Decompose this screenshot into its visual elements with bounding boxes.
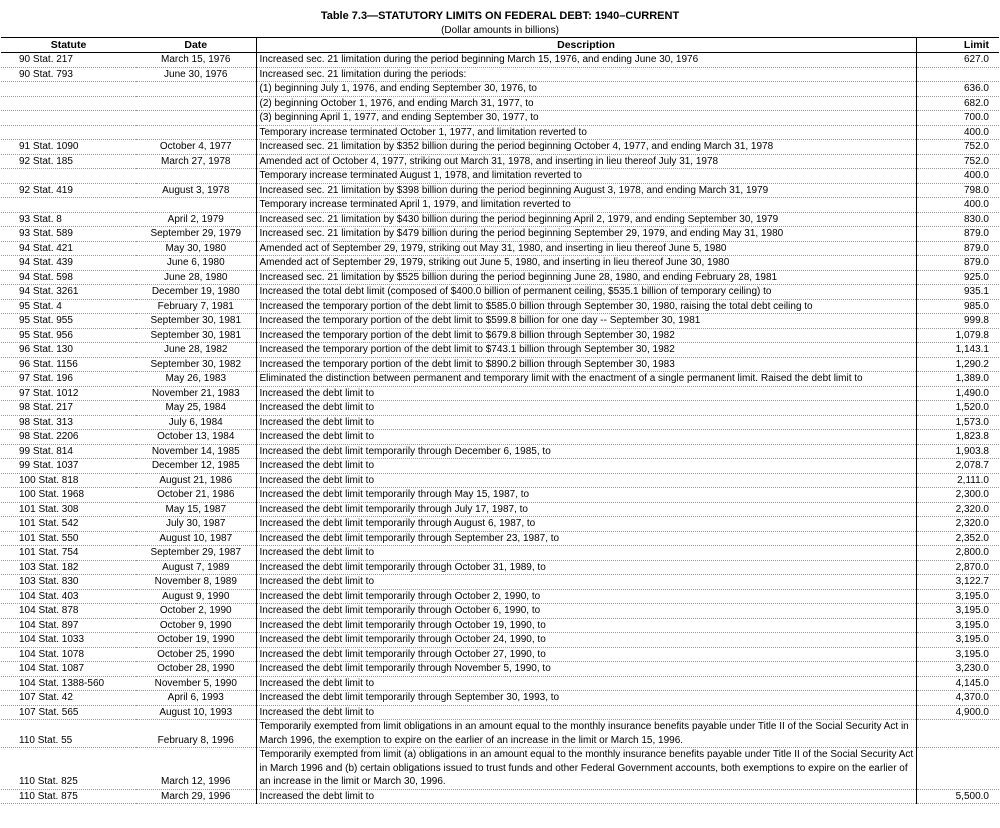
limit-cell	[916, 67, 999, 82]
table-row	[1, 531, 999, 546]
description-cell: Temporary increase terminated October 1, 1977, and limitation reverted to	[256, 125, 916, 140]
limit-cell: 636.0	[916, 82, 999, 97]
limit-cell: 2,320.0	[916, 517, 999, 532]
description-cell: Increased the debt limit to	[256, 546, 916, 561]
statute-cell: 91 Stat. 1090	[1, 140, 136, 155]
limit-cell	[916, 748, 999, 790]
date-cell: June 28, 1982	[136, 343, 256, 358]
statute-cell: 107 Stat. 565	[1, 705, 136, 720]
statute-cell	[1, 96, 136, 111]
table-row	[1, 154, 999, 169]
table-row	[1, 299, 999, 314]
table-row	[1, 198, 999, 213]
description-cell: Eliminated the distinction between permanent and temporary limit with the enactment of a single permanent limit. Raised the debt limit to	[256, 372, 916, 387]
date-cell: May 26, 1983	[136, 372, 256, 387]
limit-cell: 1,290.2	[916, 357, 999, 372]
table-row	[1, 575, 999, 590]
table-row	[1, 53, 999, 68]
statute-cell: 94 Stat. 439	[1, 256, 136, 271]
date-cell: August 9, 1990	[136, 589, 256, 604]
date-cell: April 6, 1993	[136, 691, 256, 706]
description-cell: Increased the debt limit temporarily through September 30, 1993, to	[256, 691, 916, 706]
date-cell: March 12, 1996	[136, 748, 256, 790]
table-row	[1, 459, 999, 474]
limit-cell: 3,195.0	[916, 633, 999, 648]
statute-cell: 104 Stat. 1388-560	[1, 676, 136, 691]
statute-cell: 99 Stat. 1037	[1, 459, 136, 474]
table-row	[1, 676, 999, 691]
limit-cell: 2,300.0	[916, 488, 999, 503]
limit-cell: 3,230.0	[916, 662, 999, 677]
description-cell: Increased the debt limit temporarily through October 19, 1990, to	[256, 618, 916, 633]
description-cell: Increased the debt limit to	[256, 575, 916, 590]
description-cell: Temporary increase terminated August 1, 1978, and limitation reverted to	[256, 169, 916, 184]
limit-cell: 879.0	[916, 227, 999, 242]
statute-cell: 98 Stat. 313	[1, 415, 136, 430]
statute-cell: 98 Stat. 2206	[1, 430, 136, 445]
date-cell	[136, 82, 256, 97]
description-cell: Increased sec. 21 limitation by $479 billion during the period beginning September 29, 1979, and ending May 31, 1980	[256, 227, 916, 242]
statute-cell	[1, 169, 136, 184]
table-row	[1, 473, 999, 488]
description-cell: Increased the debt limit temporarily through August 6, 1987, to	[256, 517, 916, 532]
table-row	[1, 270, 999, 285]
table-row	[1, 560, 999, 575]
table-row	[1, 111, 999, 126]
statute-cell: 94 Stat. 421	[1, 241, 136, 256]
limit-cell: 400.0	[916, 169, 999, 184]
date-cell: September 30, 1982	[136, 357, 256, 372]
statute-cell: 93 Stat. 589	[1, 227, 136, 242]
limit-cell: 925.0	[916, 270, 999, 285]
date-cell: August 10, 1987	[136, 531, 256, 546]
date-cell: July 30, 1987	[136, 517, 256, 532]
date-cell	[136, 125, 256, 140]
header-row	[1, 38, 999, 53]
date-cell: March 29, 1996	[136, 789, 256, 804]
statute-cell: 95 Stat. 4	[1, 299, 136, 314]
date-cell: March 15, 1976	[136, 53, 256, 68]
statute-cell: 104 Stat. 878	[1, 604, 136, 619]
limit-cell: 2,111.0	[916, 473, 999, 488]
description-cell: Increased the debt limit temporarily through December 6, 1985, to	[256, 444, 916, 459]
table-row	[1, 720, 999, 748]
limit-cell: 400.0	[916, 125, 999, 140]
statute-cell: 104 Stat. 1033	[1, 633, 136, 648]
table-row	[1, 140, 999, 155]
limit-cell: 752.0	[916, 154, 999, 169]
description-cell: Temporarily exempted from limit obligations in an amount equal to the monthly insurance benefits payable under Title II of the Social Security Act in March 1996, the exemption to expire on the earlier of an increase in the limit or March 15, 1996.	[256, 720, 916, 748]
table-row	[1, 183, 999, 198]
date-cell: August 3, 1978	[136, 183, 256, 198]
limit-cell: 879.0	[916, 241, 999, 256]
date-cell	[136, 198, 256, 213]
table-row	[1, 357, 999, 372]
limit-cell: 985.0	[916, 299, 999, 314]
date-cell: July 6, 1984	[136, 415, 256, 430]
statute-cell: 98 Stat. 217	[1, 401, 136, 416]
description-cell: Increased the debt limit temporarily through October 6, 1990, to	[256, 604, 916, 619]
limit-cell: 400.0	[916, 198, 999, 213]
statute-cell: 94 Stat. 3261	[1, 285, 136, 300]
table-row	[1, 285, 999, 300]
limit-cell: 4,145.0	[916, 676, 999, 691]
description-cell: Amended act of October 4, 1977, striking out March 31, 1978, and inserting in lieu thereof July 31, 1978	[256, 154, 916, 169]
description-cell: Increased the debt limit temporarily through July 17, 1987, to	[256, 502, 916, 517]
statute-cell: 100 Stat. 818	[1, 473, 136, 488]
date-cell: December 12, 1985	[136, 459, 256, 474]
table-row	[1, 633, 999, 648]
statute-cell	[1, 125, 136, 140]
statute-cell: 110 Stat. 875	[1, 789, 136, 804]
description-cell: Increased the temporary portion of the debt limit to $599.8 billion for one day -- September 30, 1981	[256, 314, 916, 329]
statute-cell: 104 Stat. 1087	[1, 662, 136, 677]
description-cell: (3) beginning April 1, 1977, and ending September 30, 1977, to	[256, 111, 916, 126]
table-row	[1, 444, 999, 459]
date-cell: October 19, 1990	[136, 633, 256, 648]
limit-cell: 999.8	[916, 314, 999, 329]
statute-cell: 104 Stat. 1078	[1, 647, 136, 662]
limit-cell: 4,900.0	[916, 705, 999, 720]
description-cell: Increased the debt limit temporarily through October 31, 1989, to	[256, 560, 916, 575]
limit-cell: 700.0	[916, 111, 999, 126]
table-row	[1, 82, 999, 97]
table-row	[1, 618, 999, 633]
statute-cell	[1, 198, 136, 213]
description-cell: Increased the total debt limit (composed of $400.0 billion of permanent ceiling, $535.1 billion of temporary ceiling) to	[256, 285, 916, 300]
statute-cell: 97 Stat. 196	[1, 372, 136, 387]
description-cell: Increased the debt limit to	[256, 415, 916, 430]
statute-cell: 93 Stat. 8	[1, 212, 136, 227]
table-row	[1, 604, 999, 619]
limit-cell: 3,122.7	[916, 575, 999, 590]
limit-cell	[916, 720, 999, 748]
date-cell	[136, 169, 256, 184]
limit-cell: 627.0	[916, 53, 999, 68]
limit-cell: 798.0	[916, 183, 999, 198]
date-cell: November 21, 1983	[136, 386, 256, 401]
description-cell: Increased the debt limit to	[256, 401, 916, 416]
table-body	[1, 53, 999, 804]
table-row	[1, 372, 999, 387]
date-cell: June 6, 1980	[136, 256, 256, 271]
limit-cell: 3,195.0	[916, 618, 999, 633]
debt-limits-table	[1, 37, 999, 804]
limit-cell: 1,143.1	[916, 343, 999, 358]
date-cell: May 15, 1987	[136, 502, 256, 517]
limit-cell: 4,370.0	[916, 691, 999, 706]
description-cell: Amended act of September 29, 1979, striking out June 5, 1980, and inserting in lieu thereof June 30, 1980	[256, 256, 916, 271]
table-row	[1, 691, 999, 706]
description-cell: Increased the debt limit temporarily through October 27, 1990, to	[256, 647, 916, 662]
date-cell: February 8, 1996	[136, 720, 256, 748]
limit-cell: 2,800.0	[916, 546, 999, 561]
table-row	[1, 589, 999, 604]
statute-cell: 103 Stat. 830	[1, 575, 136, 590]
table-row	[1, 96, 999, 111]
description-cell: Increased the debt limit to	[256, 789, 916, 804]
date-header: Date	[136, 38, 256, 53]
limit-cell: 935.1	[916, 285, 999, 300]
table-row	[1, 212, 999, 227]
table-row	[1, 386, 999, 401]
date-cell: October 28, 1990	[136, 662, 256, 677]
date-cell: November 5, 1990	[136, 676, 256, 691]
date-cell: April 2, 1979	[136, 212, 256, 227]
table-row	[1, 789, 999, 804]
limit-cell: 5,500.0	[916, 789, 999, 804]
statute-header: Statute	[1, 38, 136, 53]
date-cell: October 21, 1986	[136, 488, 256, 503]
limit-cell: 2,078.7	[916, 459, 999, 474]
statute-cell: 107 Stat. 42	[1, 691, 136, 706]
date-cell: March 27, 1978	[136, 154, 256, 169]
statute-cell: 100 Stat. 1968	[1, 488, 136, 503]
table-row	[1, 401, 999, 416]
statute-cell: 101 Stat. 542	[1, 517, 136, 532]
table-row	[1, 502, 999, 517]
table-row	[1, 517, 999, 532]
description-cell: Increased the debt limit to	[256, 386, 916, 401]
description-cell: (2) beginning October 1, 1976, and ending March 31, 1977, to	[256, 96, 916, 111]
statute-cell	[1, 82, 136, 97]
description-cell: Increased the debt limit to	[256, 473, 916, 488]
limit-cell: 682.0	[916, 96, 999, 111]
date-cell: June 30, 1976	[136, 67, 256, 82]
statute-cell: 92 Stat. 185	[1, 154, 136, 169]
description-cell: (1) beginning July 1, 1976, and ending September 30, 1976, to	[256, 82, 916, 97]
statute-cell: 103 Stat. 182	[1, 560, 136, 575]
description-cell: Increased sec. 21 limitation by $352 billion during the period beginning October 4, 1977, and ending March 31, 1978	[256, 140, 916, 155]
table-row	[1, 662, 999, 677]
table-row	[1, 314, 999, 329]
statute-cell: 104 Stat. 403	[1, 589, 136, 604]
limit-cell: 830.0	[916, 212, 999, 227]
date-cell: September 30, 1981	[136, 328, 256, 343]
statute-cell: 94 Stat. 598	[1, 270, 136, 285]
limit-header: Limit	[916, 38, 999, 53]
date-cell: October 25, 1990	[136, 647, 256, 662]
statute-cell: 95 Stat. 955	[1, 314, 136, 329]
table-row	[1, 647, 999, 662]
statute-cell: 104 Stat. 897	[1, 618, 136, 633]
limit-cell: 3,195.0	[916, 589, 999, 604]
table-row	[1, 430, 999, 445]
date-cell: September 30, 1981	[136, 314, 256, 329]
table-row	[1, 546, 999, 561]
statute-cell: 101 Stat. 754	[1, 546, 136, 561]
description-cell: Increased the temporary portion of the debt limit to $743.1 billion through September 30, 1982	[256, 343, 916, 358]
date-cell: October 13, 1984	[136, 430, 256, 445]
date-cell: June 28, 1980	[136, 270, 256, 285]
limit-cell: 3,195.0	[916, 647, 999, 662]
date-cell: February 7, 1981	[136, 299, 256, 314]
limit-cell: 1,823.8	[916, 430, 999, 445]
table-row	[1, 415, 999, 430]
description-cell: Increased the temporary portion of the debt limit to $890.2 billion through September 30, 1983	[256, 357, 916, 372]
table-row	[1, 67, 999, 82]
date-cell: August 10, 1993	[136, 705, 256, 720]
statute-cell: 96 Stat. 130	[1, 343, 136, 358]
table-row	[1, 125, 999, 140]
limit-cell: 1,903.8	[916, 444, 999, 459]
statute-cell: 96 Stat. 1156	[1, 357, 136, 372]
description-cell: Temporarily exempted from limit (a) obligations in an amount equal to the monthly insurance benefits payable under Title II of the Social Security Act in March 1996 and (b) certain obligations issued to trust funds and other Federal Government accounts, both exemptions to expire on the earlier of an increase in the limit or March 30, 1996.	[256, 748, 916, 790]
table-subtitle: (Dollar amounts in billions)	[441, 25, 559, 36]
statute-cell: 92 Stat. 419	[1, 183, 136, 198]
description-cell: Increased the temporary portion of the debt limit to $585.0 billion through September 30, 1980, raising the total debt ceiling to	[256, 299, 916, 314]
statute-cell: 110 Stat. 825	[1, 748, 136, 790]
limit-cell: 2,320.0	[916, 502, 999, 517]
limit-cell: 1,079.8	[916, 328, 999, 343]
date-cell: August 7, 1989	[136, 560, 256, 575]
table-row	[1, 343, 999, 358]
description-cell: Increased the debt limit temporarily through November 5, 1990, to	[256, 662, 916, 677]
statute-cell: 90 Stat. 217	[1, 53, 136, 68]
description-cell: Increased sec. 21 limitation by $525 billion during the period beginning June 28, 1980, and ending February 28, 1981	[256, 270, 916, 285]
date-cell: October 4, 1977	[136, 140, 256, 155]
statute-cell: 90 Stat. 793	[1, 67, 136, 82]
date-cell: September 29, 1979	[136, 227, 256, 242]
table-row	[1, 748, 999, 790]
statute-cell: 97 Stat. 1012	[1, 386, 136, 401]
description-cell: Increased sec. 21 limitation by $430 billion during the period beginning April 2, 1979, and ending September 30, 1979	[256, 212, 916, 227]
table-row	[1, 488, 999, 503]
table-title: Table 7.3—STATUTORY LIMITS ON FEDERAL DEBT: 1940–CURRENT	[320, 10, 680, 22]
description-cell: Increased the debt limit to	[256, 430, 916, 445]
statute-cell: 110 Stat. 55	[1, 720, 136, 748]
date-cell: October 2, 1990	[136, 604, 256, 619]
table-row	[1, 705, 999, 720]
limit-cell: 879.0	[916, 256, 999, 271]
table-row	[1, 169, 999, 184]
table-row	[1, 241, 999, 256]
statute-cell: 101 Stat. 550	[1, 531, 136, 546]
limit-cell: 3,195.0	[916, 604, 999, 619]
description-cell: Increased sec. 21 limitation during the periods:	[256, 67, 916, 82]
statute-cell: 95 Stat. 956	[1, 328, 136, 343]
description-cell: Increased the debt limit to	[256, 459, 916, 474]
description-header: Description	[256, 38, 916, 53]
date-cell: May 30, 1980	[136, 241, 256, 256]
date-cell: August 21, 1986	[136, 473, 256, 488]
limit-cell: 1,520.0	[916, 401, 999, 416]
description-cell: Increased the temporary portion of the debt limit to $679.8 billion through September 30, 1982	[256, 328, 916, 343]
date-cell: May 25, 1984	[136, 401, 256, 416]
statute-cell: 99 Stat. 814	[1, 444, 136, 459]
limit-cell: 752.0	[916, 140, 999, 155]
description-cell: Increased the debt limit temporarily through September 23, 1987, to	[256, 531, 916, 546]
description-cell: Increased the debt limit temporarily through October 2, 1990, to	[256, 589, 916, 604]
date-cell	[136, 96, 256, 111]
statute-cell: 101 Stat. 308	[1, 502, 136, 517]
description-cell: Increased the debt limit to	[256, 705, 916, 720]
description-cell: Temporary increase terminated April 1, 1979, and limitation reverted to	[256, 198, 916, 213]
date-cell: September 29, 1987	[136, 546, 256, 561]
limit-cell: 2,870.0	[916, 560, 999, 575]
limit-cell: 2,352.0	[916, 531, 999, 546]
date-cell	[136, 111, 256, 126]
statute-cell	[1, 111, 136, 126]
limit-cell: 1,573.0	[916, 415, 999, 430]
description-cell: Increased sec. 21 limitation by $398 billion during the period beginning August 3, 1978, and ending March 31, 1979	[256, 183, 916, 198]
date-cell: December 19, 1980	[136, 285, 256, 300]
date-cell: November 14, 1985	[136, 444, 256, 459]
limit-cell: 1,389.0	[916, 372, 999, 387]
limit-cell: 1,490.0	[916, 386, 999, 401]
date-cell: November 8, 1989	[136, 575, 256, 590]
description-cell: Increased the debt limit to	[256, 676, 916, 691]
date-cell: October 9, 1990	[136, 618, 256, 633]
table-row	[1, 328, 999, 343]
description-cell: Increased the debt limit temporarily through October 24, 1990, to	[256, 633, 916, 648]
table-row	[1, 256, 999, 271]
description-cell: Increased sec. 21 limitation during the period beginning March 15, 1976, and ending June 30, 1976	[256, 53, 916, 68]
description-cell: Increased the debt limit temporarily through May 15, 1987, to	[256, 488, 916, 503]
table-row	[1, 227, 999, 242]
description-cell: Amended act of September 29, 1979, striking out May 31, 1980, and inserting in lieu thereof June 5, 1980	[256, 241, 916, 256]
